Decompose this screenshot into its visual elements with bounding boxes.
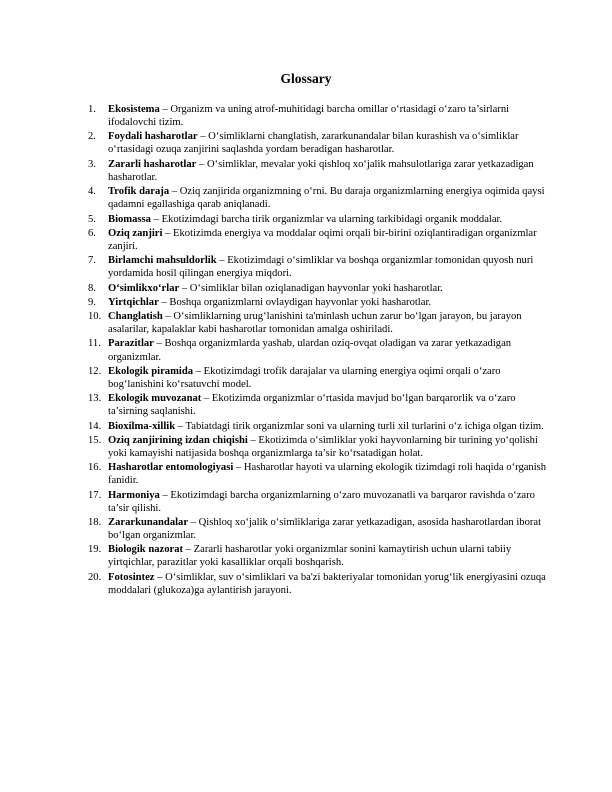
glossary-list xyxy=(88,103,548,598)
glossary-item xyxy=(88,420,548,433)
glossary-item xyxy=(88,392,548,418)
glossary-term: Foydali hasharotlar xyxy=(108,131,198,143)
glossary-item xyxy=(88,103,548,129)
glossary-term: Hasharotlar entomologiyasi xyxy=(108,462,234,474)
glossary-item xyxy=(88,543,548,569)
glossary-definition: – Ekotizimdagi trofik darajalar va ularning energiya oqimi orqali o‘zaro bog‘lanishini ko‘rsatuvchi model. xyxy=(108,365,501,390)
glossary-item xyxy=(88,461,548,487)
item-number: 15. xyxy=(88,434,102,446)
glossary-item xyxy=(88,310,548,336)
glossary-definition: – Ekotizimdagi o‘simliklar va boshqa organizmlar tomonidan quyosh nuri yordamida hosil qilingan energiya miqdori. xyxy=(108,255,534,280)
item-number: 9. xyxy=(88,296,96,308)
glossary-term: Ekologik muvozanat xyxy=(108,393,202,405)
item-number: 18. xyxy=(88,517,102,528)
glossary-definition: – Qishloq xo‘jalik o‘simliklariga zarar yetkazadigan, asosida hasharotlardan iborat bo‘lgan organizmlar. xyxy=(108,517,542,542)
glossary-definition: – O‘simliklar bilan oziqlanadigan hayvonlar yoki hasharotlar. xyxy=(179,282,443,294)
item-number: 14. xyxy=(88,420,102,432)
glossary-item xyxy=(88,254,548,280)
glossary-item xyxy=(88,158,548,184)
item-number: 20. xyxy=(88,571,102,583)
item-number: 12. xyxy=(88,365,102,377)
glossary-definition: – Boshqa organizmlarda yashab, ulardan oziq-ovqat oladigan va zarar yetkazadigan organizmlar. xyxy=(108,338,512,363)
glossary-definition: – Boshqa organizmlarni ovlaydigan hayvonlar yoki hasharotlar. xyxy=(158,296,432,308)
glossary-term: Oziq zanjiri xyxy=(108,227,163,239)
glossary-term: Ekosistema xyxy=(108,104,160,115)
item-number: 17. xyxy=(88,489,102,501)
glossary-term: Birlamchi mahsuldorlik xyxy=(108,255,217,267)
item-number: 4. xyxy=(88,186,96,198)
glossary-term: Biomassa xyxy=(108,213,151,225)
glossary-definition: – Ekotizimdagi barcha organizmlarning o‘zaro muvozanatli va barqaror ravishda o‘zaro ta’sir qilishi. xyxy=(108,489,535,514)
glossary-item xyxy=(88,213,548,226)
glossary-term: Biologik nazorat xyxy=(108,544,184,556)
glossary-term: Zararli hasharotlar xyxy=(108,158,197,170)
glossary-term: Yirtqichlar xyxy=(108,296,159,308)
glossary-definition: – O‘simliklarni changlatish, zararkunandalar bilan kurashish va o‘simliklar o‘rtasidagi ozuqa zanjirini saqlashda yordam beradigan hasharotlar. xyxy=(108,131,519,156)
glossary-definition: – Hasharotlar hayoti va ularning ekologik tizimdagi roli haqida o‘rganish fanidir. xyxy=(108,462,547,487)
glossary-item xyxy=(88,130,548,156)
item-number: 19. xyxy=(88,544,102,556)
glossary-term: Fotosintez xyxy=(108,571,155,583)
item-number: 13. xyxy=(88,393,102,405)
glossary-term: Parazitlar xyxy=(108,338,154,350)
glossary-item xyxy=(88,365,548,391)
item-number: 10. xyxy=(88,311,102,323)
glossary-term: Trofik daraja xyxy=(108,186,170,198)
glossary-term: Ekologik piramida xyxy=(108,365,194,377)
item-number: 3. xyxy=(88,158,96,170)
item-number: 5. xyxy=(88,213,96,225)
item-number: 16. xyxy=(88,462,102,474)
item-number: 1. xyxy=(88,104,96,115)
glossary-definition: – Oziq zanjirida organizmning o‘rni. Bu daraja organizmlarning energiya oqimida qaysi qadamni egallashiga qarab aniqlanadi. xyxy=(108,186,545,211)
glossary-definition: – O‘simliklarning urug‘lanishini ta'minlash uchun zarur bo‘lgan jarayon, bu jarayon asalarilar, kapalaklar kabi hasharotlar tomonidan amalga oshiriladi. xyxy=(108,311,522,336)
glossary-definition: – Ekotizimda o‘simliklar yoki hayvonlarning bir turining yo‘qolishi yoki kamayishi natijasida boshqa organizmlarga ta’sir ko‘rsatadigan holat. xyxy=(108,434,538,459)
item-number: 6. xyxy=(88,227,96,239)
glossary-item xyxy=(88,227,548,253)
glossary-item xyxy=(88,571,548,597)
glossary-term: O‘simlikxo‘rlar xyxy=(108,282,180,294)
glossary-definition: – Ekotizimda organizmlar o‘rtasida mavjud bo‘lgan barqarorlik va o‘zaro ta’sirning saqlanishi. xyxy=(108,393,516,418)
item-number: 7. xyxy=(88,255,96,267)
glossary-item xyxy=(88,296,548,309)
glossary-definition: – Zararli hasharotlar yoki organizmlar sonini kamaytirish uchun ularni tabiiy yirtqichlar, parazitlar yoki kasalliklar orqali boshqarish. xyxy=(108,544,512,569)
glossary-item xyxy=(88,489,548,515)
glossary-definition: – Tabiatdagi tirik organizmlar soni va ularning turli xil turlarini o‘z ichiga olgan tizim. xyxy=(175,420,544,432)
glossary-definition: – O‘simliklar, mevalar yoki qishloq xo‘jalik mahsulotlariga zarar yetkazadigan hasharotlar. xyxy=(108,158,534,183)
page-title: Glossary xyxy=(280,71,332,86)
glossary-definition: – O‘simliklar, suv o‘simliklari va ba'zi bakteriyalar tomonidan yorug‘lik energiyasini ozuqa moddalari (glukoza)ga aylantirish jarayoni. xyxy=(108,571,546,596)
glossary-definition: – Ekotizimdagi barcha tirik organizmlar va ularning tarkibidagi organik moddalar. xyxy=(150,213,503,225)
glossary-item xyxy=(88,282,548,295)
glossary-term: Changlatish xyxy=(108,311,163,323)
glossary-definition: – Ekotizimda energiya va moddalar oqimi orqali bir-birini oziqlantiradigan organizmlar zanjiri. xyxy=(108,227,537,252)
glossary-definition: – Organizm va uning atrof-muhitidagi barcha omillar o‘rtasidagi o‘zaro ta’sirlarni ifodalovchi tizim. xyxy=(108,104,510,129)
glossary-term: Oziq zanjirining izdan chiqishi xyxy=(108,434,248,446)
glossary-item xyxy=(88,516,548,542)
glossary-item xyxy=(88,434,548,460)
glossary-term: Bioxilma-xillik xyxy=(108,420,176,432)
item-number: 8. xyxy=(88,282,96,294)
item-number: 2. xyxy=(88,131,96,143)
glossary-term: Zararkunandalar xyxy=(108,517,189,528)
item-number: 11. xyxy=(88,338,101,350)
glossary-item xyxy=(88,337,548,363)
glossary-item xyxy=(88,185,548,211)
glossary-term: Harmoniya xyxy=(108,489,160,501)
